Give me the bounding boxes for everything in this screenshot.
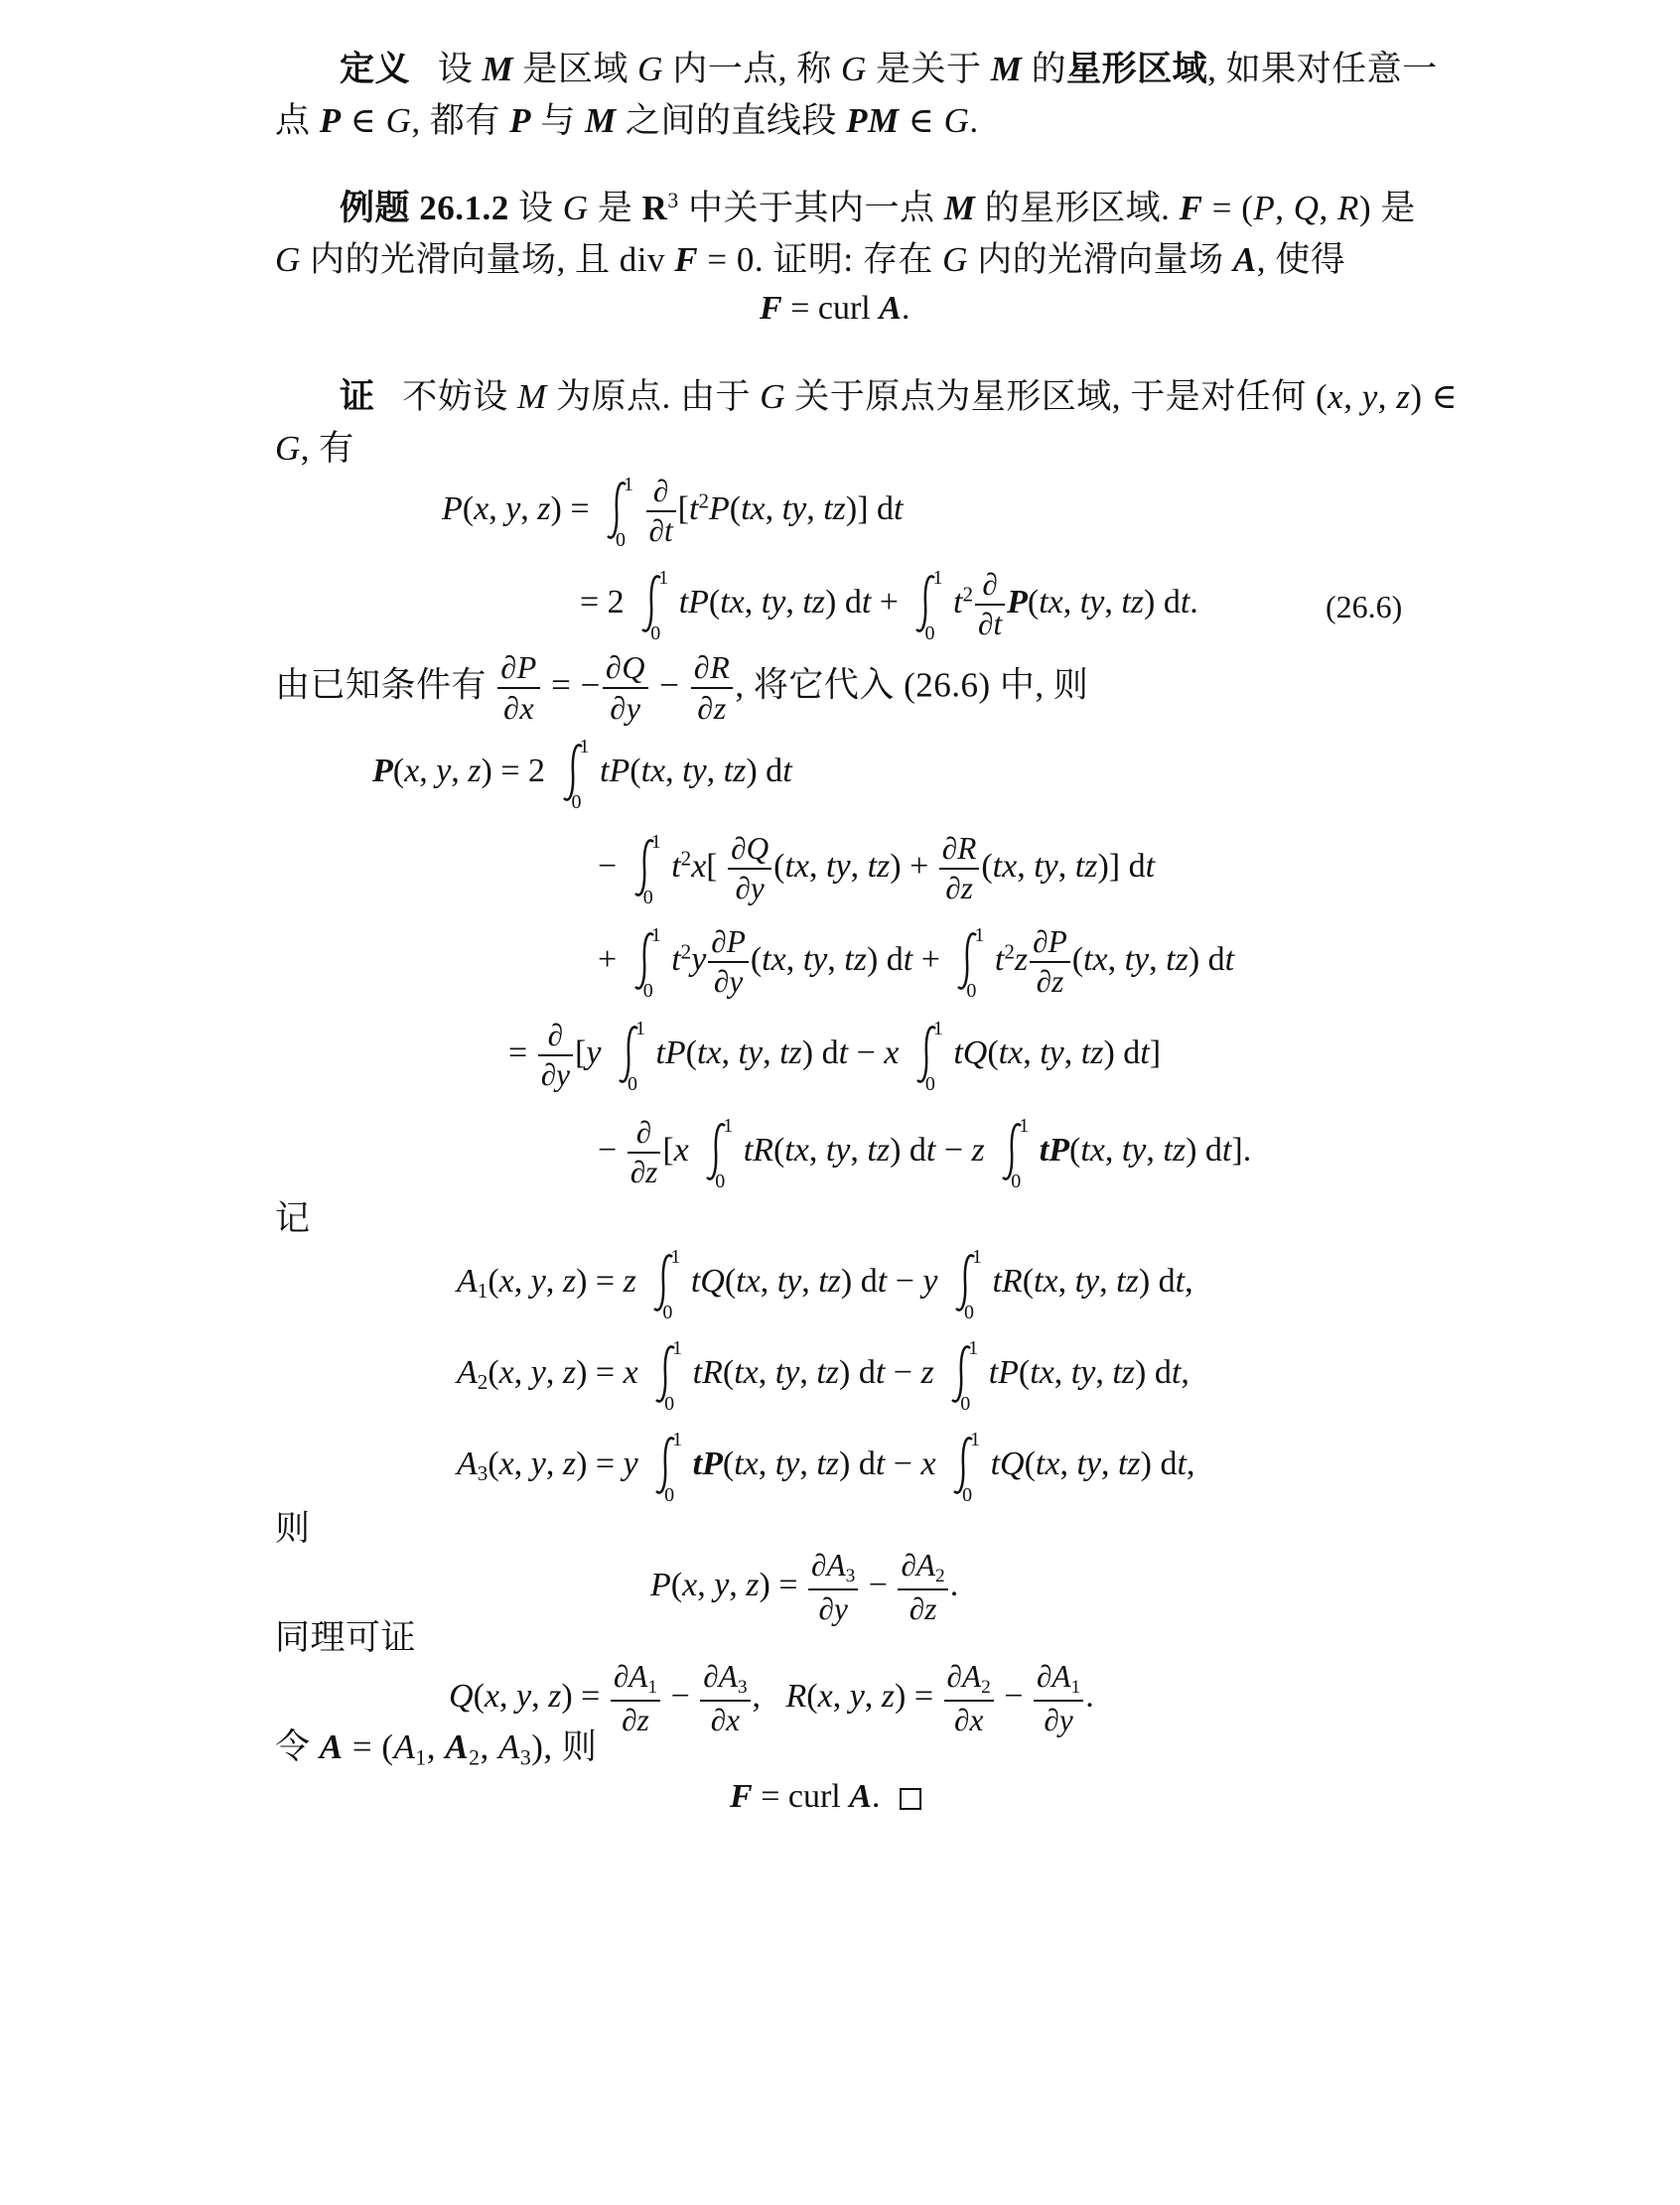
- condition-line: 由已知条件有 $\frac{\partial P}{\partial x}$ = − $\frac{\partial Q}{\partial y}$ − $\frac{\partial R}{\partial z}$ , 将它代入 (26.6) 中, 则: [275, 649, 1089, 727]
- example-label: 例题 26.1.2: [340, 189, 509, 227]
- ze-label-1: 则: [275, 1509, 311, 1548]
- definition-label: 定义: [340, 50, 411, 88]
- proof-line-1: 证 不妨设 M 为原点. 由于 G 关于原点为星形区域, 于是对任何 (x, y, z) ∈: [340, 377, 1459, 416]
- ling-line: 令 $A = (A_1$, $A_2$, $A_3$), 则: [275, 1727, 598, 1770]
- proof-label: 证: [340, 377, 375, 416]
- equation-a1: $A_1(x$, y, z) = z 1 0 tQ(tx, ty, tz) dt − y 1 0 tR(tx, ty, tz) dt,: [457, 1246, 1193, 1323]
- equation-q-r-curl: Q(x, y, z) = $\frac{\partial A_1}{\partial z}$ − $\frac{\partial A_3}{\partial x}$ , R(x, y, z) = $\frac{\partial A_2}{\partial x}$ − $\frac{\partial A_1}{\partial y}$ .: [449, 1659, 1094, 1738]
- qed-box: [900, 1788, 921, 1810]
- definition-line-1: 定义 设 M 是区域 G 内一点, 称 G 是关于 M 的星形区域, 如果对任意一: [340, 50, 1438, 88]
- example-equation: F = curl A.: [760, 290, 910, 327]
- derivation-line-1: P(x, y, z) = 2 1 0 tP(tx, ty, tz) dt: [372, 736, 792, 813]
- final-equation: F = curl A.: [730, 1780, 921, 1814]
- derivation-line-3: + 1 0 $t^2y$ $\frac{\partial P}{\partial y}$ (tx, ty, tz) dt + 1 0 $t^2z$ $\frac{\partial P}{\partial z}$ (tx, ty, tz) dt: [598, 924, 1235, 1003]
- proof-line-2: G, 有: [275, 429, 354, 468]
- definition-line-2: 点 P ∈ G, 都有 P 与 M 之间的直线段 PM ∈ G.: [275, 101, 979, 140]
- tongli-label: 同理可证: [275, 1618, 417, 1657]
- equation-p-integral: P(x, y, z) = 1 0 $\frac{\partial}{\partial t}$ [$t^2P(tx$, ty, tz)] dt: [442, 474, 904, 552]
- equation-a2: $A_2(x$, y, z) = x 1 0 tR(tx, ty, tz) dt − z 1 0 tP(tx, ty, tz) dt,: [457, 1337, 1190, 1415]
- example-line-2: G 内的光滑向量场, 且 div F = 0. 证明: 存在 G 内的光滑向量场 A, 使得: [275, 240, 1346, 279]
- equation-p-curl: P(x, y, z) = $\frac{\partial A_3}{\partial y}$ − $\frac{\partial A_2}{\partial z}$ .: [650, 1548, 959, 1627]
- example-line-1: 例题 26.1.2 设 G 是 $R^3$ 中关于其内一点 M 的星形区域. F = (P, Q, R) 是: [340, 189, 1416, 227]
- derivation-line-4: = $\frac{\partial}{\partial y}$ [y 1 0 tP(tx, ty, tz) dt − x 1 0 tQ(tx, ty, tz) dt]: [508, 1018, 1162, 1096]
- equation-a3: $A_3(x$, y, z) = y 1 0 tP(tx, ty, tz) dt − x 1 0 tQ(tx, ty, tz) dt,: [457, 1429, 1195, 1506]
- equation-p-expanded: = 2 1 0 tP(tx, ty, tz) dt + 1 0 $t^2$ $\frac{\partial}{\partial t}$ P(tx, ty, tz) dt.: [580, 567, 1198, 645]
- equation-number: (26.6): [1326, 589, 1403, 624]
- derivation-line-2: − 1 0 $t^2x$[ $\frac{\partial Q}{\partial y}$ (tx, ty, tz) + $\frac{\partial R}{\partial z}$ (tx, ty, tz)] dt: [598, 831, 1156, 909]
- ji-label: 记: [275, 1199, 311, 1238]
- derivation-line-5: − $\frac{\partial}{\partial z}$ [x 1 0 tR(tx, ty, tz) dt − z 1 0 tP(tx, ty, tz) dt].: [598, 1115, 1252, 1193]
